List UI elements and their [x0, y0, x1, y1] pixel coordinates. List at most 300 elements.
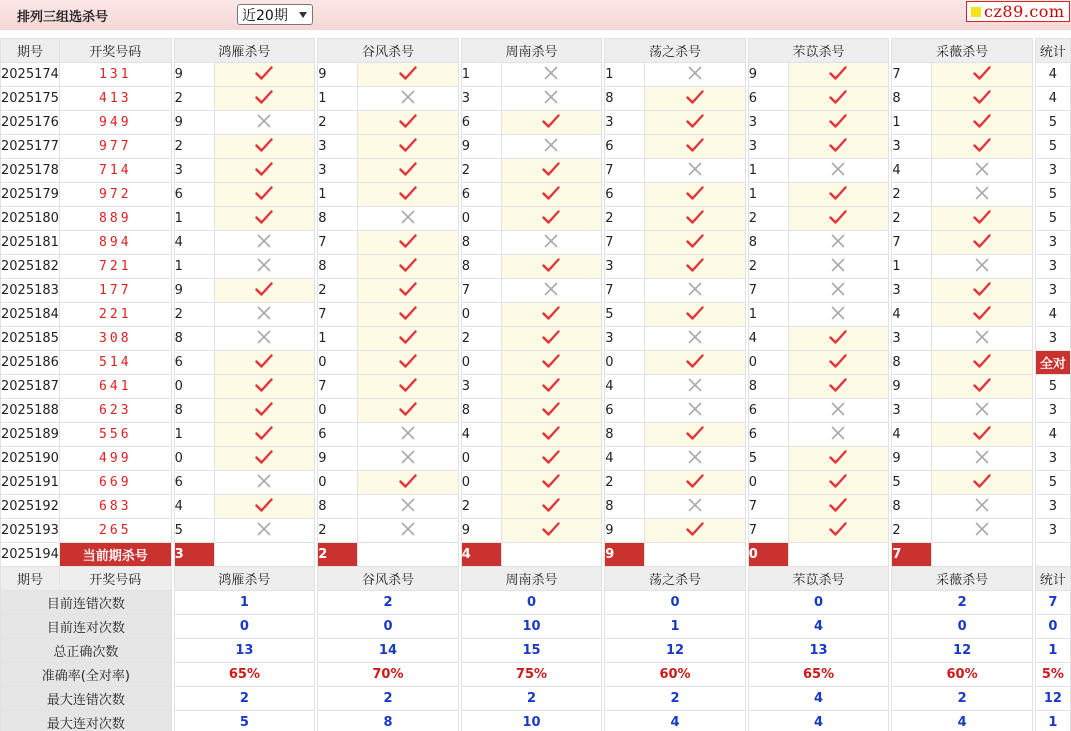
cross-icon — [544, 234, 558, 248]
kill-hit-mark — [932, 111, 1033, 135]
issue-cell: 2025184 — [1, 303, 60, 327]
kill-miss-mark — [214, 471, 315, 495]
kill-hit-mark — [788, 471, 889, 495]
draw-number: 556 — [59, 423, 171, 447]
kill-number: 2 — [748, 255, 788, 279]
check-icon — [255, 186, 273, 200]
check-icon — [829, 330, 847, 344]
kill-hit-mark — [645, 183, 746, 207]
cross-icon — [401, 450, 415, 464]
count-cell: 3 — [1035, 255, 1070, 279]
kill-miss-mark — [932, 159, 1033, 183]
kill-hit-mark — [214, 351, 315, 375]
cross-icon — [831, 258, 845, 272]
kill-miss-mark — [788, 231, 889, 255]
cross-icon — [975, 258, 989, 272]
check-icon — [255, 162, 273, 176]
check-icon — [686, 306, 704, 320]
stats-value: 10 — [461, 615, 602, 639]
kill-number: 8 — [461, 399, 501, 423]
kill-number: 3 — [461, 375, 501, 399]
header-expert: 荡之杀号 — [605, 39, 746, 63]
kill-hit-mark — [932, 87, 1033, 111]
kill-hit-mark — [645, 207, 746, 231]
kill-hit-mark — [358, 255, 459, 279]
kill-hit-mark — [501, 327, 602, 351]
kill-number: 3 — [605, 327, 645, 351]
check-icon — [542, 186, 560, 200]
count-cell: 4 — [1035, 63, 1070, 87]
stats-value: 4 — [748, 711, 889, 731]
kill-hit-mark — [645, 471, 746, 495]
header-issue: 期号 — [1, 39, 60, 63]
kill-number: 5 — [605, 303, 645, 327]
kill-number: 1 — [748, 303, 788, 327]
kill-number: 8 — [605, 495, 645, 519]
check-icon — [399, 114, 417, 128]
cross-icon — [688, 498, 702, 512]
draw-number: 623 — [59, 399, 171, 423]
kill-miss-mark — [358, 495, 459, 519]
issue-cell: 2025181 — [1, 231, 60, 255]
issue-cell: 2025186 — [1, 351, 60, 375]
kill-number: 1 — [174, 207, 214, 231]
issue-cell: 2025174 — [1, 63, 60, 87]
check-icon — [542, 474, 560, 488]
kill-hit-mark — [358, 327, 459, 351]
stats-count: 1 — [1035, 711, 1070, 731]
kill-hit-mark — [501, 255, 602, 279]
check-icon — [686, 138, 704, 152]
kill-number: 3 — [605, 111, 645, 135]
check-icon — [542, 426, 560, 440]
cross-icon — [401, 426, 415, 440]
draw-number: 949 — [59, 111, 171, 135]
kill-number: 1 — [318, 183, 358, 207]
check-icon — [542, 450, 560, 464]
kill-number: 8 — [174, 327, 214, 351]
stats-label: 准确率(全对率) — [1, 663, 172, 687]
check-icon — [686, 210, 704, 224]
check-icon — [829, 138, 847, 152]
stats-value: 0 — [892, 615, 1033, 639]
stats-value: 0 — [461, 591, 602, 615]
cross-icon — [257, 522, 271, 536]
kill-number: 7 — [461, 279, 501, 303]
kill-hit-mark — [932, 471, 1033, 495]
cross-icon — [975, 522, 989, 536]
check-icon — [973, 138, 991, 152]
kill-number: 6 — [174, 183, 214, 207]
kill-hit-mark — [214, 207, 315, 231]
kill-hit-mark — [358, 183, 459, 207]
kill-hit-mark — [214, 399, 315, 423]
kill-hit-mark — [214, 87, 315, 111]
stats-value: 2 — [174, 687, 315, 711]
count-cell: 5 — [1035, 111, 1070, 135]
kill-number: 7 — [605, 159, 645, 183]
kill-number: 3 — [892, 135, 932, 159]
header-count: 统计 — [1035, 39, 1070, 63]
kill-miss-mark — [501, 63, 602, 87]
kill-number: 6 — [748, 399, 788, 423]
stats-value: 65% — [748, 663, 889, 687]
stats-value: 0 — [318, 615, 459, 639]
kill-hit-mark — [358, 231, 459, 255]
kill-number: 8 — [605, 87, 645, 111]
kill-miss-mark — [214, 111, 315, 135]
kill-number: 1 — [174, 423, 214, 447]
check-icon — [829, 210, 847, 224]
kill-hit-mark — [214, 423, 315, 447]
stats-value: 0 — [748, 591, 889, 615]
kill-miss-mark — [645, 63, 746, 87]
check-icon — [829, 378, 847, 392]
stats-value: 65% — [174, 663, 315, 687]
stats-value: 70% — [318, 663, 459, 687]
stats-value: 2 — [605, 687, 746, 711]
issue-cell: 2025190 — [1, 447, 60, 471]
kill-number: 8 — [892, 87, 932, 111]
draw-number: 177 — [59, 279, 171, 303]
check-icon — [686, 186, 704, 200]
header-expert: 周南杀号 — [461, 39, 602, 63]
stats-value: 12 — [892, 639, 1033, 663]
cross-icon — [975, 498, 989, 512]
kill-hit-mark — [932, 231, 1033, 255]
kill-hit-mark — [214, 183, 315, 207]
kill-number: 3 — [174, 159, 214, 183]
kill-miss-mark — [358, 87, 459, 111]
draw-number: 972 — [59, 183, 171, 207]
stats-value: 2 — [892, 591, 1033, 615]
kill-number: 0 — [318, 399, 358, 423]
kill-hit-mark — [501, 207, 602, 231]
cross-icon — [257, 234, 271, 248]
kill-hit-mark — [501, 519, 602, 543]
kill-hit-mark — [645, 303, 746, 327]
draw-number: 889 — [59, 207, 171, 231]
period-select[interactable] — [237, 4, 313, 25]
check-icon — [255, 450, 273, 464]
check-icon — [829, 90, 847, 104]
kill-hit-mark — [788, 351, 889, 375]
check-icon — [686, 522, 704, 536]
kill-hit-mark — [932, 135, 1033, 159]
stats-value: 1 — [174, 591, 315, 615]
kill-number: 2 — [892, 207, 932, 231]
cross-icon — [257, 474, 271, 488]
stats-value: 0 — [605, 591, 746, 615]
current-kill-number: 3 — [174, 543, 214, 567]
kill-hit-mark — [788, 111, 889, 135]
check-icon — [399, 402, 417, 416]
current-kill-number: 9 — [605, 543, 645, 567]
kill-number: 1 — [605, 63, 645, 87]
kill-miss-mark — [932, 495, 1033, 519]
kill-number: 7 — [892, 231, 932, 255]
cross-icon — [688, 402, 702, 416]
stats-row — [1, 687, 1071, 711]
kill-number: 2 — [174, 303, 214, 327]
check-icon — [542, 210, 560, 224]
table-row — [1, 135, 1071, 159]
count-cell: 5 — [1035, 471, 1070, 495]
kill-hit-mark — [645, 87, 746, 111]
kill-number: 9 — [318, 447, 358, 471]
issue-cell: 2025191 — [1, 471, 60, 495]
current-kill-number: 4 — [461, 543, 501, 567]
kill-hit-mark — [788, 63, 889, 87]
stats-value: 60% — [605, 663, 746, 687]
header-count: 统计 — [1035, 567, 1070, 591]
top-bar — [0, 0, 1071, 30]
kill-miss-mark — [214, 231, 315, 255]
kill-number: 8 — [892, 495, 932, 519]
kill-hit-mark — [932, 303, 1033, 327]
check-icon — [973, 306, 991, 320]
check-icon — [255, 282, 273, 296]
kill-number: 2 — [461, 327, 501, 351]
kill-hit-mark — [358, 279, 459, 303]
header-issue: 期号 — [1, 567, 60, 591]
count-cell: 4 — [1035, 303, 1070, 327]
kill-miss-mark — [214, 303, 315, 327]
check-icon — [686, 426, 704, 440]
stats-row — [1, 663, 1071, 687]
count-cell: 4 — [1035, 87, 1070, 111]
draw-number: 265 — [59, 519, 171, 543]
kill-miss-mark — [501, 231, 602, 255]
table-row — [1, 111, 1071, 135]
kill-miss-mark — [932, 327, 1033, 351]
count-cell: 5 — [1035, 375, 1070, 399]
kill-miss-mark — [214, 327, 315, 351]
kill-miss-mark — [788, 423, 889, 447]
stats-count: 5% — [1035, 663, 1070, 687]
kill-number: 9 — [318, 63, 358, 87]
table-row — [1, 63, 1071, 87]
current-kill-label: 当前期杀号 — [59, 543, 171, 567]
stats-value: 2 — [892, 687, 1033, 711]
check-icon — [542, 258, 560, 272]
kill-number: 3 — [605, 255, 645, 279]
cross-icon — [688, 66, 702, 80]
kill-number: 1 — [892, 255, 932, 279]
kill-number: 7 — [605, 231, 645, 255]
kill-hit-mark — [358, 303, 459, 327]
cross-icon — [688, 162, 702, 176]
kill-hit-mark — [932, 351, 1033, 375]
check-icon — [542, 354, 560, 368]
kill-miss-mark — [932, 183, 1033, 207]
draw-number: 499 — [59, 447, 171, 471]
stats-row — [1, 711, 1071, 731]
draw-number: 683 — [59, 495, 171, 519]
kill-number: 2 — [318, 111, 358, 135]
count-cell: 3 — [1035, 327, 1070, 351]
kill-number: 0 — [461, 471, 501, 495]
kill-hit-mark — [214, 63, 315, 87]
check-icon — [255, 498, 273, 512]
header-expert: 谷风杀号 — [318, 567, 459, 591]
issue-cell: 2025189 — [1, 423, 60, 447]
check-icon — [973, 210, 991, 224]
kill-number: 9 — [892, 447, 932, 471]
kill-hit-mark — [501, 303, 602, 327]
kill-number: 6 — [748, 423, 788, 447]
kill-miss-mark — [645, 279, 746, 303]
kill-hit-mark — [932, 375, 1033, 399]
stats-value: 10 — [461, 711, 602, 731]
header-expert: 谷风杀号 — [318, 39, 459, 63]
check-icon — [399, 138, 417, 152]
kill-hit-mark — [358, 63, 459, 87]
kill-number: 9 — [174, 63, 214, 87]
kill-hit-mark — [788, 87, 889, 111]
check-icon — [399, 258, 417, 272]
check-icon — [973, 90, 991, 104]
kill-hit-mark — [501, 495, 602, 519]
kill-hit-mark — [645, 519, 746, 543]
stats-value: 75% — [461, 663, 602, 687]
cross-icon — [831, 402, 845, 416]
kill-number: 0 — [461, 447, 501, 471]
kill-number: 3 — [748, 135, 788, 159]
draw-number: 977 — [59, 135, 171, 159]
cross-icon — [257, 330, 271, 344]
chevron-down-icon — [299, 12, 307, 18]
kill-number: 0 — [174, 447, 214, 471]
table-row — [1, 159, 1071, 183]
kill-number: 8 — [318, 207, 358, 231]
kill-number: 9 — [174, 111, 214, 135]
kill-number: 6 — [318, 423, 358, 447]
check-icon — [542, 306, 560, 320]
draw-number: 894 — [59, 231, 171, 255]
stats-value: 2 — [318, 687, 459, 711]
kill-number: 8 — [174, 399, 214, 423]
kill-number: 8 — [892, 351, 932, 375]
header-expert: 周南杀号 — [461, 567, 602, 591]
check-icon — [399, 330, 417, 344]
stats-value: 0 — [174, 615, 315, 639]
cross-icon — [257, 114, 271, 128]
kill-number: 0 — [605, 351, 645, 375]
table-row — [1, 87, 1071, 111]
kill-number: 7 — [748, 495, 788, 519]
check-icon — [829, 66, 847, 80]
kill-hit-mark — [214, 135, 315, 159]
kill-hit-mark — [788, 327, 889, 351]
check-icon — [829, 450, 847, 464]
kill-miss-mark — [501, 135, 602, 159]
check-icon — [686, 234, 704, 248]
kill-miss-mark — [645, 327, 746, 351]
check-icon — [255, 378, 273, 392]
table-header-row — [1, 39, 1071, 63]
cross-icon — [257, 258, 271, 272]
kill-hit-mark — [358, 375, 459, 399]
kill-miss-mark — [932, 399, 1033, 423]
header-draw: 开奖号码 — [59, 567, 171, 591]
kill-hit-mark — [358, 351, 459, 375]
cross-icon — [831, 426, 845, 440]
kill-hit-mark — [501, 183, 602, 207]
issue-cell: 2025177 — [1, 135, 60, 159]
check-icon — [829, 354, 847, 368]
check-icon — [686, 258, 704, 272]
header-expert: 荡之杀号 — [605, 567, 746, 591]
draw-number: 714 — [59, 159, 171, 183]
kill-number: 3 — [892, 279, 932, 303]
kill-hit-mark — [358, 135, 459, 159]
kill-number: 6 — [174, 351, 214, 375]
check-icon — [542, 378, 560, 392]
kill-miss-mark — [358, 519, 459, 543]
stats-value: 13 — [174, 639, 315, 663]
count-cell: 3 — [1035, 447, 1070, 471]
kill-hit-mark — [501, 447, 602, 471]
kill-number: 2 — [892, 183, 932, 207]
kill-number: 6 — [605, 399, 645, 423]
stats-row — [1, 591, 1071, 615]
stats-label: 目前连错次数 — [1, 591, 172, 615]
current-kill-number: 2 — [318, 543, 358, 567]
cross-icon — [688, 378, 702, 392]
kill-number: 8 — [605, 423, 645, 447]
check-icon — [542, 114, 560, 128]
stats-label: 目前连对次数 — [1, 615, 172, 639]
kill-number: 6 — [461, 183, 501, 207]
site-logo[interactable] — [966, 1, 1070, 22]
stats-row — [1, 639, 1071, 663]
stats-label: 最大连对次数 — [1, 711, 172, 731]
header-expert: 芣苡杀号 — [748, 567, 889, 591]
kill-number: 7 — [605, 279, 645, 303]
issue-cell: 2025175 — [1, 87, 60, 111]
kill-number: 9 — [748, 63, 788, 87]
kill-number: 2 — [892, 519, 932, 543]
cross-icon — [831, 282, 845, 296]
kill-hit-mark — [214, 375, 315, 399]
kill-miss-mark — [214, 519, 315, 543]
current-period-row — [1, 543, 1071, 567]
check-icon — [255, 354, 273, 368]
kill-number: 0 — [748, 471, 788, 495]
check-icon — [829, 186, 847, 200]
kill-number: 5 — [892, 471, 932, 495]
kill-hit-mark — [788, 447, 889, 471]
issue-cell: 2025192 — [1, 495, 60, 519]
kill-hit-mark — [788, 135, 889, 159]
kill-miss-mark — [645, 159, 746, 183]
kill-number: 3 — [318, 159, 358, 183]
draw-number: 221 — [59, 303, 171, 327]
kill-number: 0 — [174, 375, 214, 399]
kill-number: 3 — [748, 111, 788, 135]
kill-miss-mark — [358, 423, 459, 447]
kill-miss-mark — [358, 207, 459, 231]
kill-number: 7 — [318, 375, 358, 399]
stats-value: 12 — [605, 639, 746, 663]
kill-hit-mark — [214, 159, 315, 183]
count-cell: 5 — [1035, 207, 1070, 231]
kill-number: 1 — [748, 183, 788, 207]
kill-hit-mark — [645, 231, 746, 255]
check-icon — [399, 282, 417, 296]
kill-miss-mark — [932, 447, 1033, 471]
